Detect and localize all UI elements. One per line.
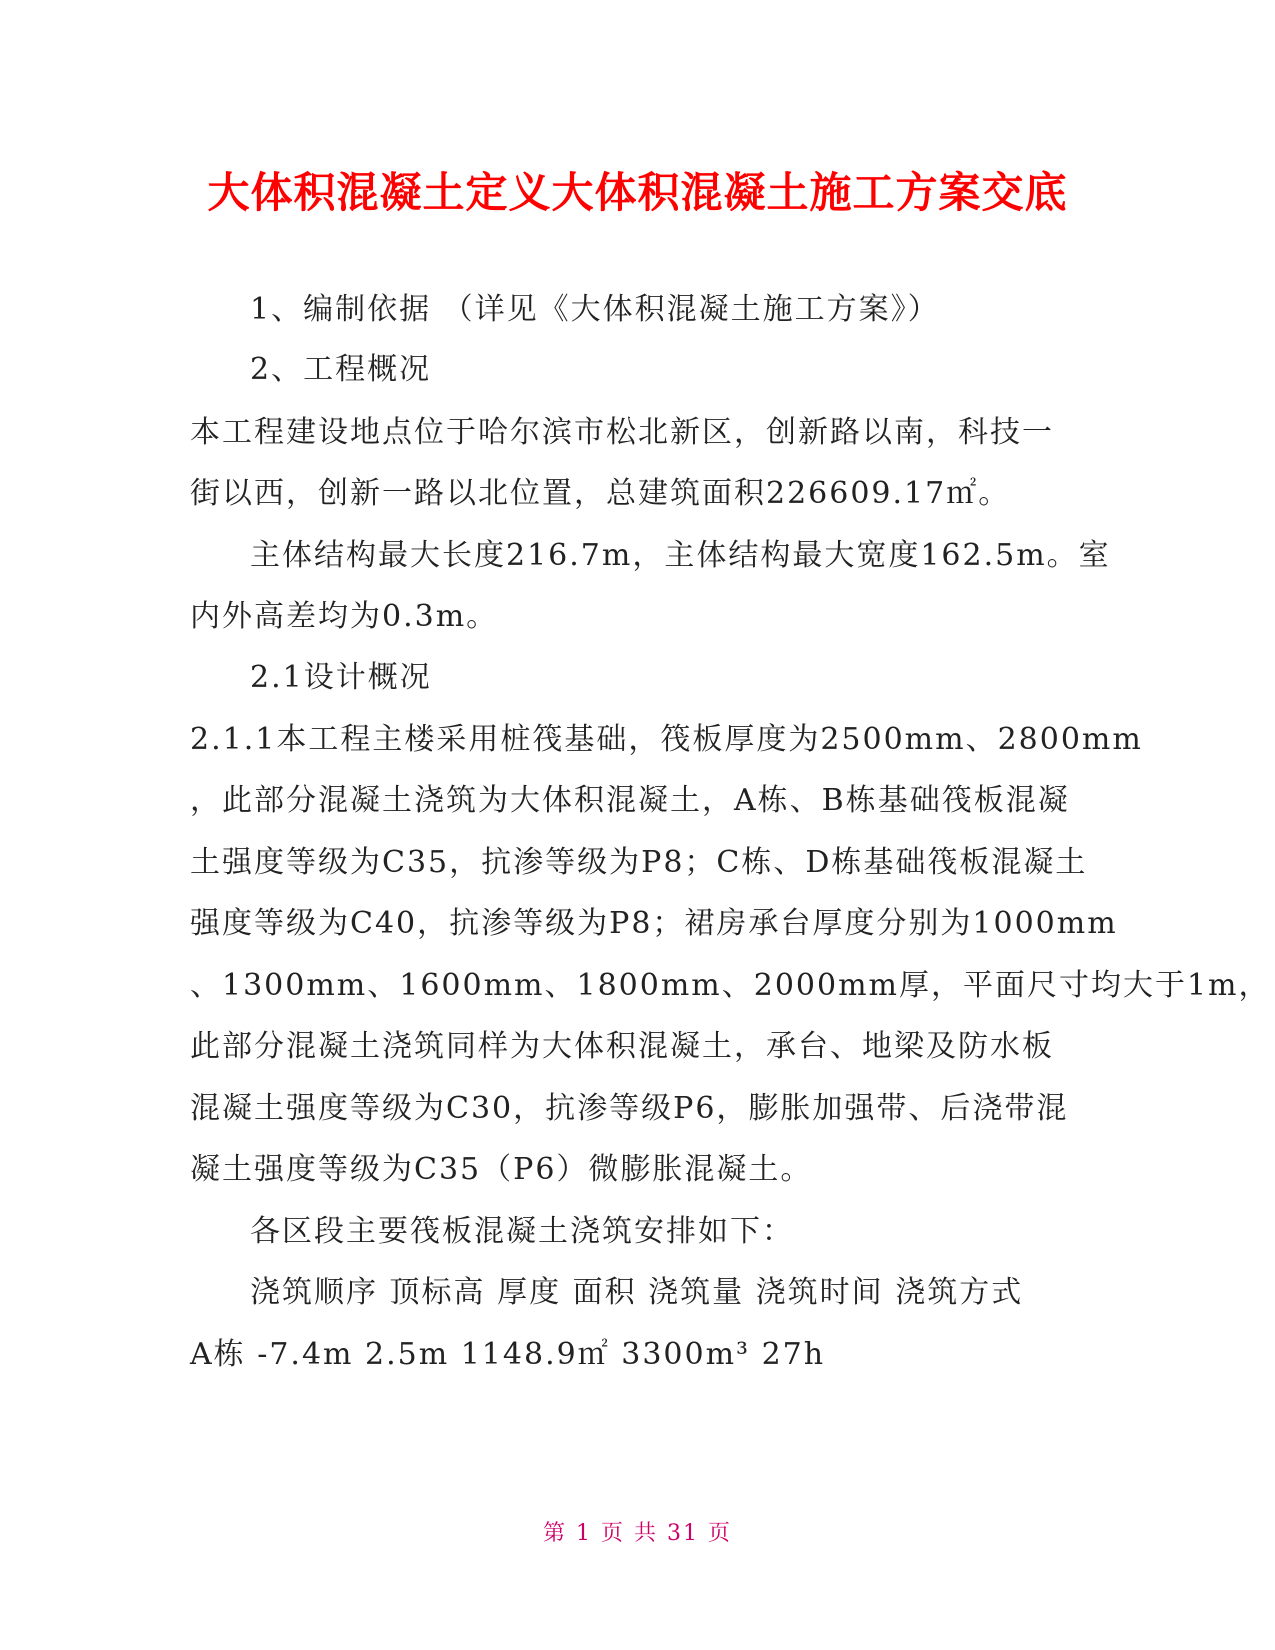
- body-line: 、1300mm、1600mm、1800mm、2000mm厚，平面尺寸均大于1m，: [190, 968, 1271, 1003]
- page-number-footer: 第 1 页 共 31 页: [543, 1521, 732, 1546]
- body-line-heading-2: 2、工程概况: [250, 352, 432, 387]
- body-line: 凝土强度等级为C35（P6）微膨胀混凝土。: [190, 1152, 813, 1187]
- body-line: 本工程建设地点位于哈尔滨市松北新区，创新路以南，科技一: [190, 415, 1054, 450]
- body-line-heading-2-1: 2.1设计概况: [250, 660, 432, 695]
- body-line: ，此部分混凝土浇筑为大体积混凝土，A栋、B栋基础筏板混凝: [190, 783, 1070, 818]
- body-line: 此部分混凝土浇筑同样为大体积混凝土，承台、地梁及防水板: [190, 1029, 1054, 1064]
- body-line: 混凝土强度等级为C30，抗渗等级P6，膨胀加强带、后浇带混: [190, 1091, 1069, 1126]
- body-line: 各区段主要筏板混凝土浇筑安排如下：: [250, 1214, 794, 1249]
- document-title: 大体积混凝土定义大体积混凝土施工方案交底: [207, 168, 1068, 217]
- body-line: 2.1.1本工程主楼采用桩筏基础，筏板厚度为2500mm、2800mm: [190, 722, 1143, 757]
- table-header-line: 浇筑顺序 顶标高 厚度 面积 浇筑量 浇筑时间 浇筑方式: [250, 1275, 1024, 1310]
- table-row-line: A栋 -7.4m 2.5m 1148.9㎡ 3300m³ 27h: [190, 1337, 826, 1372]
- body-line-heading-1: 1、编制依据 （详见《大体积混凝土施工方案》）: [250, 292, 940, 327]
- body-line: 街以西，创新一路以北位置，总建筑面积226609.17㎡。: [190, 476, 1011, 511]
- body-line: 土强度等级为C35，抗渗等级为P8；C栋、D栋基础筏板混凝土: [190, 845, 1088, 880]
- body-line: 主体结构最大长度216.7m，主体结构最大宽度162.5m。室: [250, 538, 1111, 573]
- body-line: 强度等级为C40，抗渗等级为P8；裙房承台厚度分别为1000mm: [190, 906, 1118, 941]
- body-line: 内外高差均为0.3m。: [190, 599, 499, 634]
